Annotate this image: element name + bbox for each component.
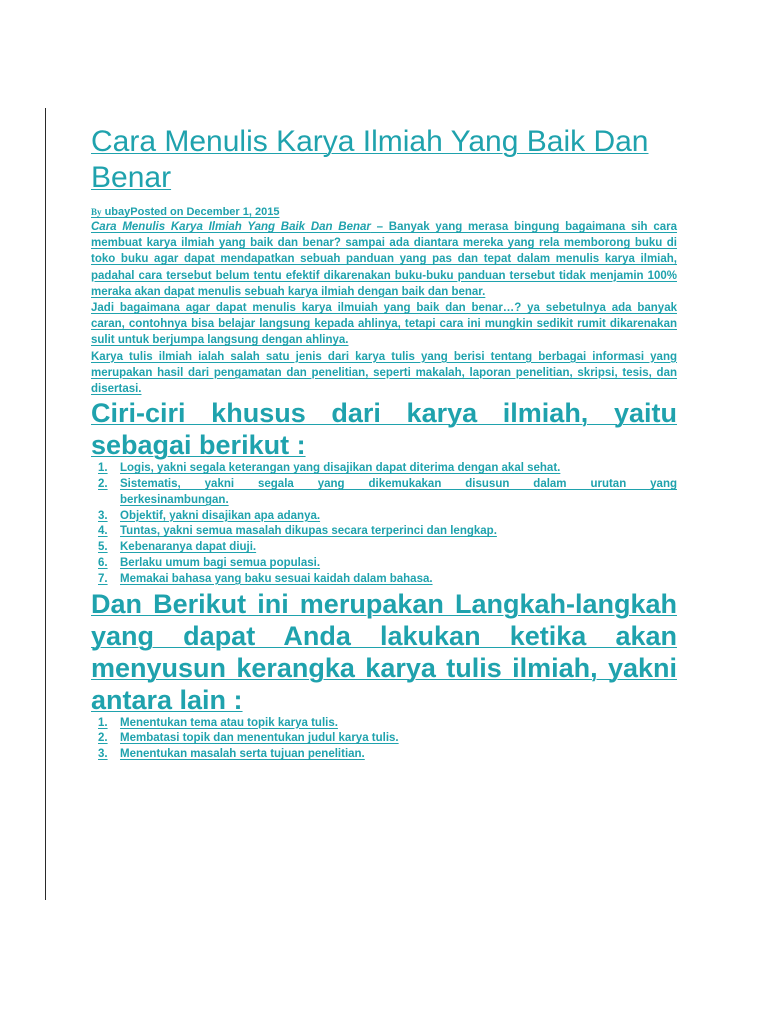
section-heading-steps[interactable]: Dan Berikut ini merupakan Langkah-langkah yang dapat Anda lakukan ketika akan menyusun kerangka karya tulis ilmiah, yakni antara lain : — [91, 588, 677, 715]
list-item[interactable]: 7. Memakai bahasa yang baku sesuai kaidah dalam bahasa. — [98, 572, 433, 585]
list-item[interactable]: 2. Sistematis, yakni segala yang dikemukakan disusun dalam urutan yang berkesinambungan. — [98, 478, 677, 506]
meta-by-label: By — [91, 207, 102, 217]
steps-list — [91, 716, 677, 763]
meta-author[interactable]: ubay — [104, 206, 131, 218]
list-item[interactable]: 3. Menentukan masalah serta tujuan penelitian. — [98, 748, 365, 761]
intro-emphasis: Cara Menulis Karya Ilmiah Yang Baik Dan Benar — [91, 221, 371, 233]
post-meta — [91, 206, 677, 219]
list-item[interactable]: 4. Tuntas, yakni semua masalah dikupas secara terperinci dan lengkap. — [98, 525, 497, 538]
characteristics-list — [91, 461, 677, 587]
list-item[interactable]: 5. Kebenaranya dapat diuji. — [98, 541, 257, 554]
document-page — [91, 124, 677, 763]
intro-paragraph[interactable] — [91, 219, 677, 300]
section-heading-characteristics[interactable]: Ciri-ciri khusus dari karya ilmiah, yaitu sebagai berikut : — [91, 398, 677, 461]
left-margin-rule — [45, 108, 46, 900]
article-title[interactable]: Cara Menulis Karya Ilmiah Yang Baik Dan Benar — [91, 125, 649, 194]
list-item[interactable]: 3. Objektif, yakni disajikan apa adanya. — [98, 509, 321, 522]
intro-text: – Banyak yang merasa bingung bagaimana sih cara membuat karya ilmiah yang baik dan benar? sampai ada diantara mereka yang rela memborong buku di toko buku agar dapat mendapatkan sebuah panduan yang pas dan tepat dalam menulis karya ilmiah, padahal cara tersebut belum tentu efektif dikarenakan buku-buku panduan tersebut tidak menjamin 100% meraka akan dapat menulis sebuah karya ilmiah dengan baik dan benar. — [91, 221, 677, 298]
meta-posted-date: Posted on December 1, 2015 — [130, 206, 280, 218]
list-item[interactable]: 1. Menentukan tema atau topik karya tulis. — [98, 716, 338, 729]
list-item[interactable]: 1. Logis, yakni segala keterangan yang disajikan dapat diterima dengan akal sehat. — [98, 462, 561, 475]
paragraph-how-to[interactable]: Jadi bagaimana agar dapat menulis karya ilmuiah yang baik dan benar…? ya sebetulnya ada banyak caran, contohnya bisa belajar langsung kepada ahlinya, tetapi cara ini mungkin sedikit rumit dikarenakan sulit untuk berjumpa langsung dengan ahlinya. — [91, 302, 677, 347]
list-item[interactable]: 6. Berlaku umum bagi semua populasi. — [98, 557, 321, 570]
paragraph-definition[interactable]: Karya tulis ilmiah ialah salah satu jenis dari karya tulis yang berisi tentang berbagai informasi yang merupakan hasil dari pengamatan dan penelitian, seperti makalah, laporan penelitian, skripsi, tesis, dan disertasi. — [91, 350, 677, 396]
list-item[interactable]: 2. Membatasi topik dan menentukan judul karya tulis. — [98, 732, 399, 745]
